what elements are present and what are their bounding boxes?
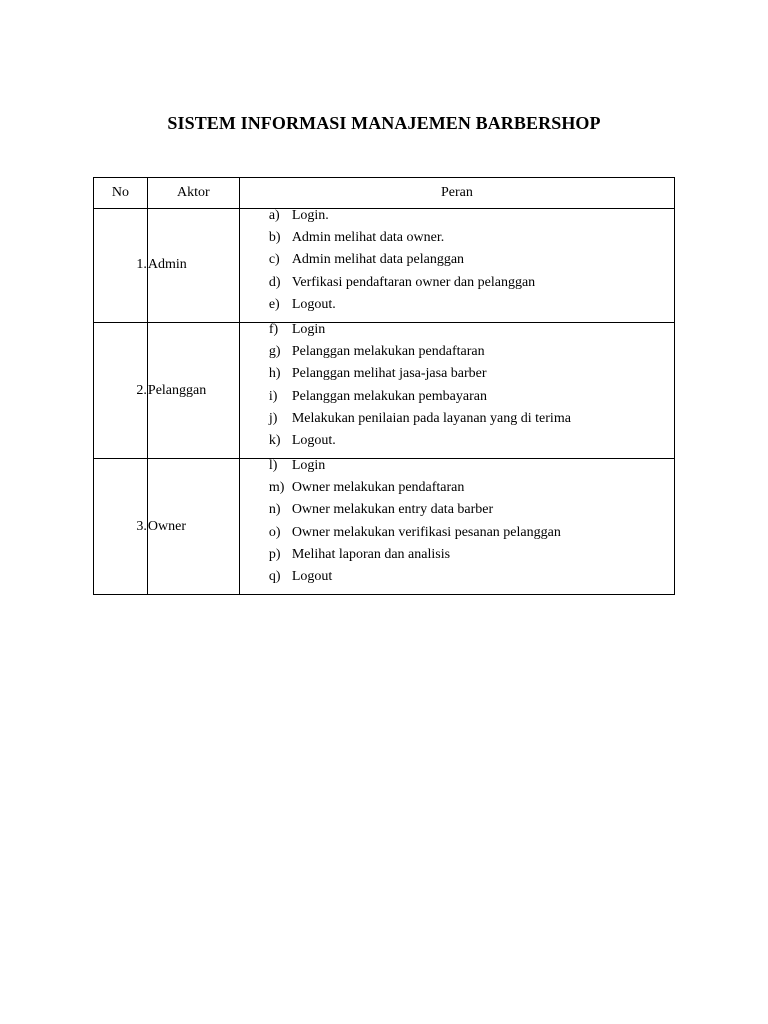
row-number: 3. <box>94 459 148 595</box>
role-list <box>240 458 674 594</box>
role-letter: m) <box>268 480 285 496</box>
header-peran: Peran <box>239 178 674 209</box>
list-item <box>269 344 674 367</box>
role-letter: q) <box>268 569 281 584</box>
list-item <box>269 252 674 275</box>
role-text: Melakukan penilaian pada layanan yang di terima <box>291 410 571 426</box>
row-actor: Admin <box>147 209 239 323</box>
list-item <box>269 547 674 570</box>
table-row <box>94 209 675 323</box>
row-actor: Owner <box>147 459 239 595</box>
role-letter: c) <box>268 252 280 268</box>
header-no: No <box>94 178 148 209</box>
role-list <box>240 322 674 458</box>
role-text: Owner melakukan entry data barber <box>291 502 494 518</box>
role-text: Owner melakukan verifikasi pesanan pelanggan <box>291 524 561 540</box>
role-text: Admin melihat data owner. <box>291 230 445 246</box>
role-text: Login <box>291 458 326 474</box>
role-letter: i) <box>268 388 278 404</box>
role-letter: l) <box>268 458 278 474</box>
role-text: Logout. <box>291 296 336 312</box>
role-letter: j) <box>268 410 278 426</box>
list-item <box>269 366 674 389</box>
role-text: Pelanggan melakukan pendaftaran <box>291 344 485 360</box>
page-title: SISTEM INFORMASI MANAJEMEN BARBERSHOP <box>167 113 601 133</box>
role-text: Logout. <box>291 432 336 448</box>
table-row <box>94 459 675 595</box>
list-item <box>269 502 674 525</box>
role-letter: f) <box>268 321 279 337</box>
role-text: Admin melihat data pelanggan <box>291 252 465 268</box>
role-letter: g) <box>268 344 281 360</box>
list-item <box>269 389 674 412</box>
role-letter: p) <box>268 546 281 562</box>
role-letter: h) <box>268 366 281 382</box>
role-text: Verfikasi pendaftaran owner dan pelanggan <box>291 274 536 290</box>
list-item <box>269 525 674 548</box>
role-letter: e) <box>268 296 280 312</box>
table-row <box>94 322 675 458</box>
role-letter: k) <box>268 432 281 448</box>
list-item <box>269 480 674 503</box>
list-item <box>269 569 674 592</box>
row-number: 1. <box>94 209 148 323</box>
role-text: Login. <box>291 208 329 223</box>
list-item <box>269 322 674 345</box>
roles-table <box>93 177 675 595</box>
role-text: Login <box>291 321 326 337</box>
role-letter: a) <box>268 208 280 223</box>
list-item <box>269 297 674 320</box>
list-item <box>269 208 674 231</box>
list-item <box>269 411 674 434</box>
row-roles <box>239 209 674 323</box>
list-item <box>269 275 674 298</box>
role-letter: o) <box>268 524 281 540</box>
header-aktor: Aktor <box>147 178 239 209</box>
row-actor: Pelanggan <box>147 322 239 458</box>
role-letter: n) <box>268 502 281 518</box>
table-header-row <box>94 178 675 209</box>
role-text: Pelanggan melihat jasa-jasa barber <box>291 366 487 382</box>
row-number: 2. <box>94 322 148 458</box>
role-text: Pelanggan melakukan pembayaran <box>291 388 487 404</box>
role-list <box>240 208 674 322</box>
role-letter: b) <box>268 230 281 246</box>
row-roles <box>239 322 674 458</box>
role-letter: d) <box>268 274 281 290</box>
role-text: Owner melakukan pendaftaran <box>291 480 465 496</box>
role-text: Melihat laporan dan analisis <box>291 546 451 562</box>
row-roles <box>239 459 674 595</box>
role-text: Logout <box>291 569 333 584</box>
list-item <box>269 433 674 456</box>
list-item <box>269 458 674 481</box>
list-item <box>269 230 674 253</box>
